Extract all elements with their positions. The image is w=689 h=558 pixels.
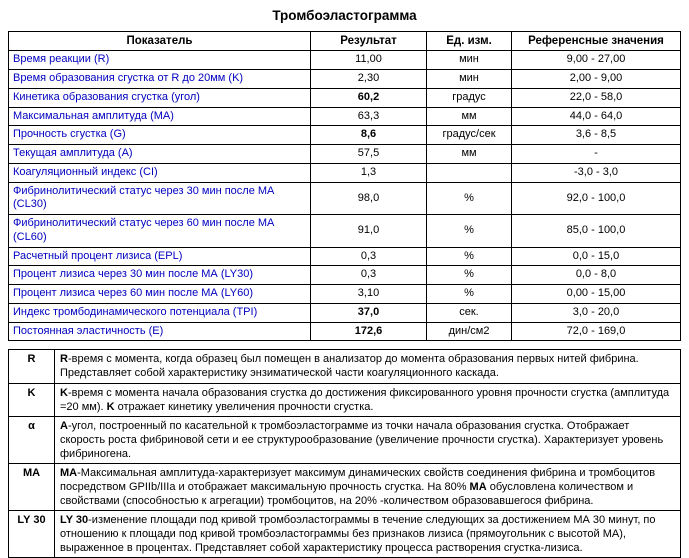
table-row bbox=[9, 163, 681, 182]
col-header-reference: Референсные значения bbox=[512, 32, 681, 51]
legend-key-cell: МА bbox=[9, 463, 55, 510]
table-row bbox=[9, 182, 681, 215]
reference-cell: 44,0 - 64,0 bbox=[512, 107, 681, 126]
table-row bbox=[9, 303, 681, 322]
result-cell: 63,3 bbox=[311, 107, 427, 126]
result-cell: 60,2 bbox=[311, 88, 427, 107]
reference-cell: 72,0 - 169,0 bbox=[512, 322, 681, 341]
indicator-cell: Процент лизиса через 30 мин после МА (LY30) bbox=[9, 266, 311, 285]
col-header-units: Ед. изм. bbox=[427, 32, 512, 51]
table-row bbox=[9, 247, 681, 266]
indicator-cell: Прочность сгустка (G) bbox=[9, 126, 311, 145]
teg-results-table bbox=[8, 31, 681, 341]
result-cell: 3,10 bbox=[311, 285, 427, 304]
indicator-cell: Фибринолитический статус через 60 мин после МА (CL60) bbox=[9, 215, 311, 248]
legend-row bbox=[9, 383, 681, 416]
unit-cell: % bbox=[427, 285, 512, 304]
result-cell: 1,3 bbox=[311, 163, 427, 182]
legend-description-cell: LY 30-изменение площади под кривой тромбоэластограммы в течение следующих за достижением МА 30 минут, по отношению к площади под кривой тромбоэластограммы без признаков лизиса (прямоугольник с высотой МА), выраженное в процентах. Представляет собой характеристику процесса растворения сгустка-лизиса. bbox=[55, 511, 681, 558]
unit-cell: дин/см2 bbox=[427, 322, 512, 341]
reference-cell: 92,0 - 100,0 bbox=[512, 182, 681, 215]
result-cell: 57,5 bbox=[311, 145, 427, 164]
table-header-row bbox=[9, 32, 681, 51]
indicator-cell: Максимальная амплитуда (МА) bbox=[9, 107, 311, 126]
result-cell: 37,0 bbox=[311, 303, 427, 322]
table-row bbox=[9, 51, 681, 70]
indicator-cell: Индекс тромбодинамического потенциала (TPI) bbox=[9, 303, 311, 322]
table-row bbox=[9, 126, 681, 145]
reference-cell: 2,00 - 9,00 bbox=[512, 70, 681, 89]
unit-cell: % bbox=[427, 247, 512, 266]
legend-row bbox=[9, 463, 681, 510]
result-cell: 8,6 bbox=[311, 126, 427, 145]
reference-cell: 3,0 - 20,0 bbox=[512, 303, 681, 322]
reference-cell: -3,0 - 3,0 bbox=[512, 163, 681, 182]
legend-description-cell: МА-Максимальная амплитуда-характеризует максимум динамических свойств соединения фибрина и тромбоцитов посредством GPIIb/IIIa и отображает максимальную прочность сгустка. На 80% МА обусловлена количеством и свойствами (способностью к агрегации) тромбоцитов, на 20% -количеством образовавшегося фибрина. bbox=[55, 463, 681, 510]
indicator-cell: Постоянная эластичность (Е) bbox=[9, 322, 311, 341]
unit-cell: мм bbox=[427, 145, 512, 164]
table-row bbox=[9, 70, 681, 89]
unit-cell: мм bbox=[427, 107, 512, 126]
reference-cell: 3,6 - 8,5 bbox=[512, 126, 681, 145]
unit-cell: мин bbox=[427, 51, 512, 70]
legend-description-cell: K-время с момента начала образования сгустка до достижения фиксированного уровня прочности сгустка (амплитуда =20 мм). K отражает кинетику увеличения прочности сгустка. bbox=[55, 383, 681, 416]
legend-row bbox=[9, 416, 681, 463]
teg-legend-table bbox=[8, 349, 681, 558]
unit-cell: % bbox=[427, 215, 512, 248]
unit-cell: градус/сек bbox=[427, 126, 512, 145]
unit-cell bbox=[427, 163, 512, 182]
reference-cell: 0,0 - 15,0 bbox=[512, 247, 681, 266]
legend-key-cell: K bbox=[9, 383, 55, 416]
legend-row bbox=[9, 511, 681, 558]
table-row bbox=[9, 145, 681, 164]
reference-cell: - bbox=[512, 145, 681, 164]
result-cell: 2,30 bbox=[311, 70, 427, 89]
indicator-cell: Время образования сгустка от R до 20мм (K) bbox=[9, 70, 311, 89]
col-header-result: Результат bbox=[311, 32, 427, 51]
legend-key-cell: LY 30 bbox=[9, 511, 55, 558]
reference-cell: 22,0 - 58,0 bbox=[512, 88, 681, 107]
result-cell: 91,0 bbox=[311, 215, 427, 248]
unit-cell: градус bbox=[427, 88, 512, 107]
legend-key-cell: R bbox=[9, 350, 55, 383]
reference-cell: 9,00 - 27,00 bbox=[512, 51, 681, 70]
table-row bbox=[9, 107, 681, 126]
reference-cell: 0,0 - 8,0 bbox=[512, 266, 681, 285]
indicator-cell: Фибринолитический статус через 30 мин после МА (CL30) bbox=[9, 182, 311, 215]
table-row bbox=[9, 266, 681, 285]
reference-cell: 0,00 - 15,00 bbox=[512, 285, 681, 304]
result-cell: 172,6 bbox=[311, 322, 427, 341]
indicator-cell: Кинетика образования сгустка (угол) bbox=[9, 88, 311, 107]
indicator-cell: Процент лизиса через 60 мин после МА (LY60) bbox=[9, 285, 311, 304]
indicator-cell: Текущая амплитуда (А) bbox=[9, 145, 311, 164]
table-row bbox=[9, 322, 681, 341]
indicator-cell: Время реакции (R) bbox=[9, 51, 311, 70]
table-row bbox=[9, 88, 681, 107]
result-cell: 98,0 bbox=[311, 182, 427, 215]
indicator-cell: Коагуляционный индекс (CI) bbox=[9, 163, 311, 182]
legend-key-cell: α bbox=[9, 416, 55, 463]
indicator-cell: Расчетный процент лизиса (EPL) bbox=[9, 247, 311, 266]
unit-cell: мин bbox=[427, 70, 512, 89]
result-cell: 0,3 bbox=[311, 247, 427, 266]
legend-description-cell: А-угол, построенный по касательной к тромбоэластограмме из точки начала образования сгустка. Отображает скорость роста фибриновой сети и ее структурообразование (увеличение прочности сгустка). Характеризует уровень фибриногена. bbox=[55, 416, 681, 463]
table-row bbox=[9, 285, 681, 304]
legend-description-cell: R-время с момента, когда образец был помещен в анализатор до момента образования первых нитей фибрина. Представляет собой характеристику энзиматической части коагуляционного каскада. bbox=[55, 350, 681, 383]
page-title: Тромбоэластограмма bbox=[272, 8, 417, 23]
unit-cell: % bbox=[427, 266, 512, 285]
col-header-indicator: Показатель bbox=[9, 32, 311, 51]
unit-cell: сек. bbox=[427, 303, 512, 322]
result-cell: 0,3 bbox=[311, 266, 427, 285]
table-row bbox=[9, 215, 681, 248]
result-cell: 11,00 bbox=[311, 51, 427, 70]
legend-row bbox=[9, 350, 681, 383]
reference-cell: 85,0 - 100,0 bbox=[512, 215, 681, 248]
unit-cell: % bbox=[427, 182, 512, 215]
